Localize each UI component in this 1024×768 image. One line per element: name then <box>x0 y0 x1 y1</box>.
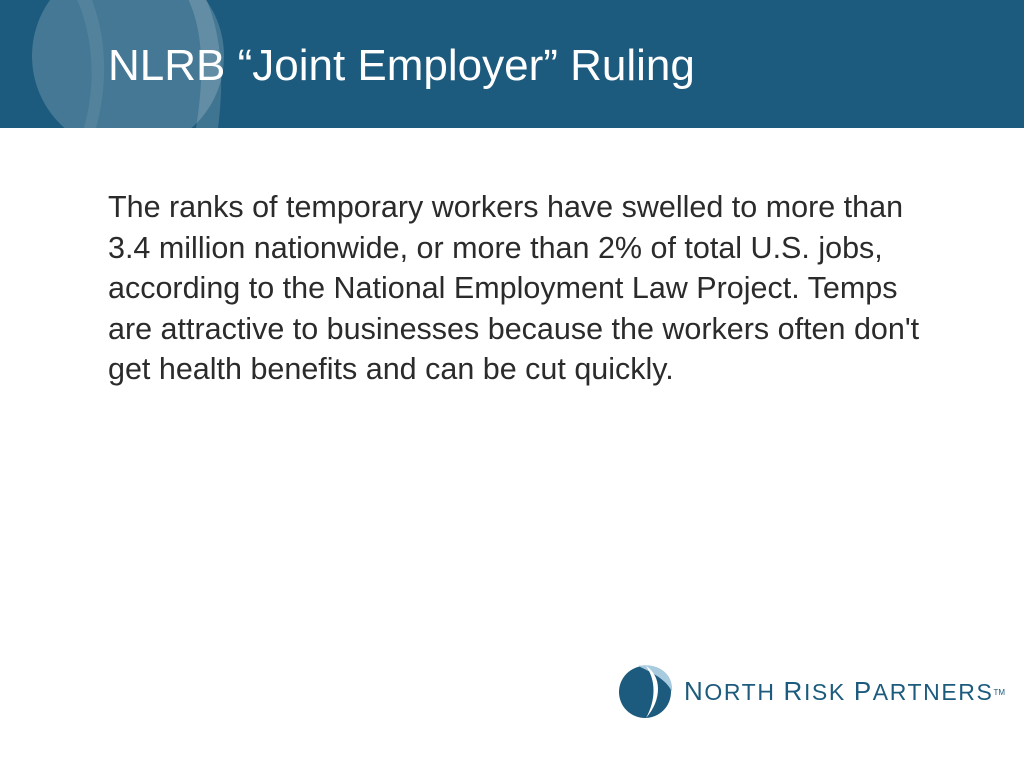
company-logo <box>616 660 1006 720</box>
trademark-symbol: TM <box>993 688 1006 697</box>
slide-body-text: The ranks of temporary workers have swelled to more than 3.4 million nationwide, or more than 2% of total U.S. jobs, according to the National Employment Law Project. Temps are attractive to businesses because the workers often don't get health benefits and can be cut quickly. <box>108 190 920 386</box>
header-band <box>0 0 1024 128</box>
logo-wordmark <box>684 677 1005 706</box>
logo-letter-r: R <box>783 676 804 706</box>
globe-swoosh-icon <box>616 660 676 720</box>
logo-word-orth: ORTH <box>704 679 776 705</box>
logo-letter-p: P <box>853 676 873 706</box>
logo-word-artners: ARTNERS <box>872 679 994 705</box>
slide-title: NLRB “Joint Employer” Ruling <box>108 41 695 90</box>
logo-word-isk: ISK <box>803 679 846 705</box>
logo-letter-n: N <box>684 676 705 706</box>
